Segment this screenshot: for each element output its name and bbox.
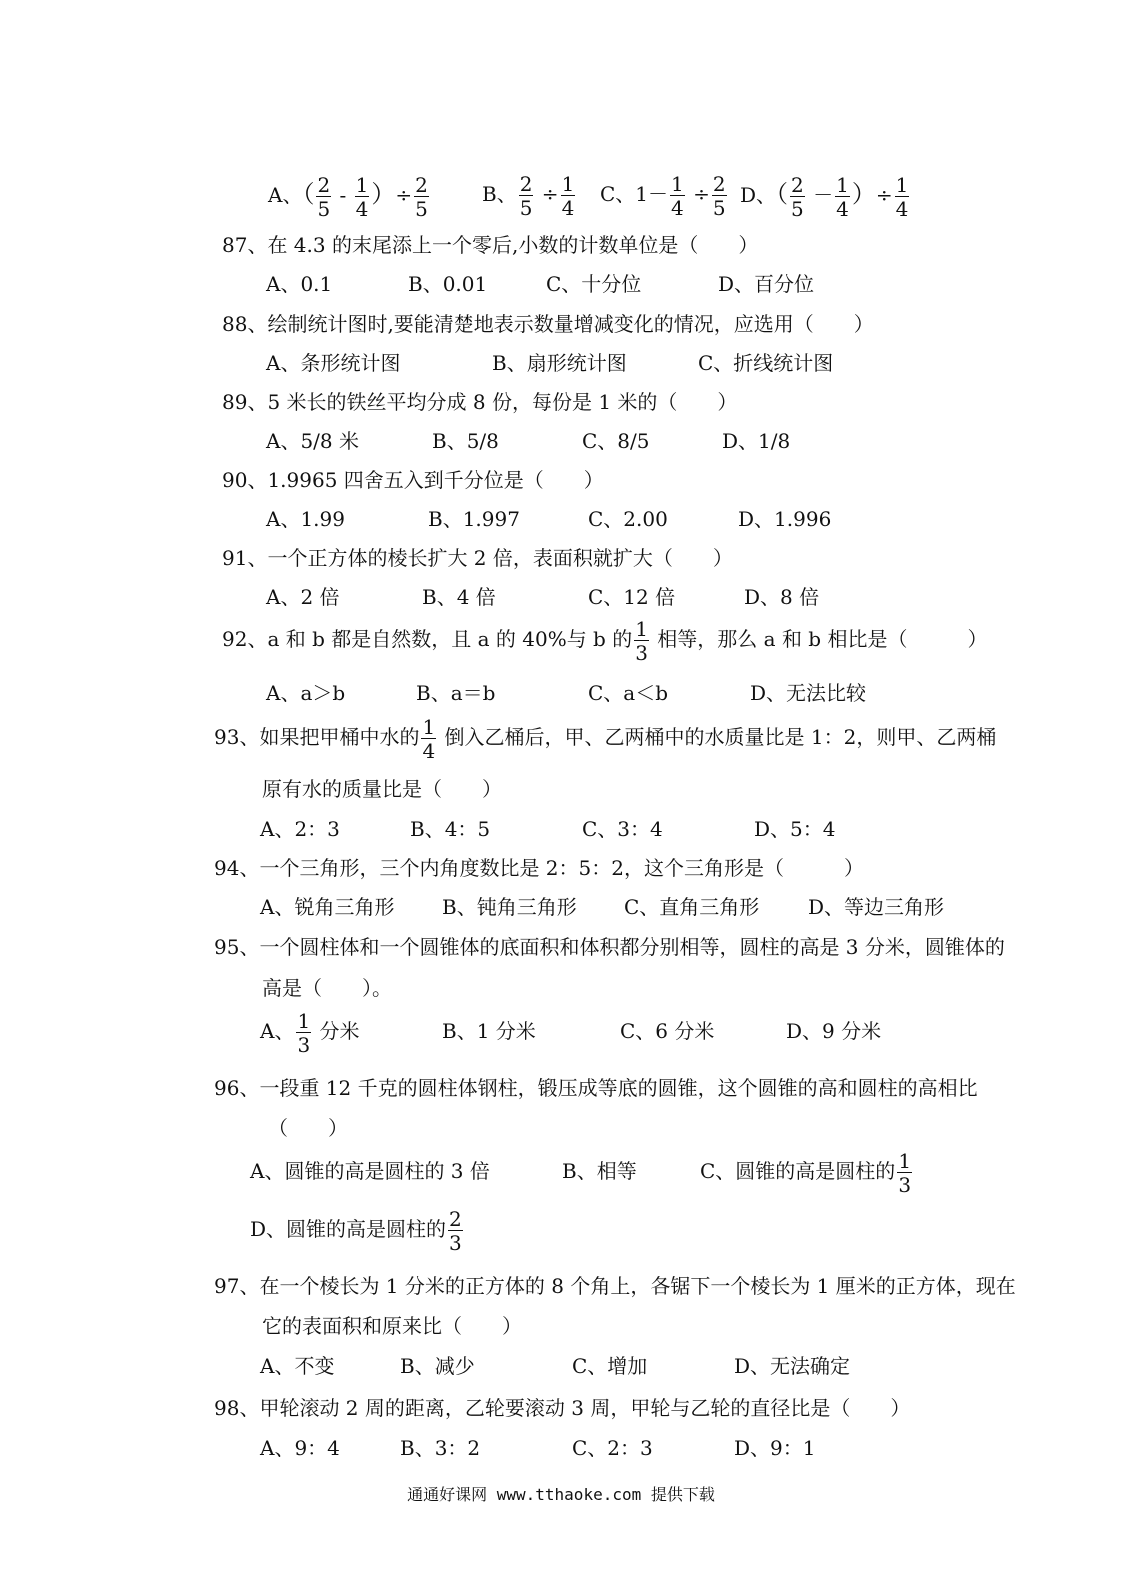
q97-option-a: A、不变	[260, 1354, 335, 1378]
q88-option-c: C、折线统计图	[698, 351, 834, 375]
page-footer: 通通好课网 www.tthaoke.com 提供下载	[407, 1485, 715, 1504]
q95-option-a: A、 $\frac{1}{3}$ 分米	[260, 1008, 360, 1057]
q97-question-line2: 它的表面积和原来比（ ）	[262, 1314, 522, 1338]
q96-question-line2: （ ）	[268, 1116, 348, 1140]
q92-option-b: B、a＝b	[416, 681, 496, 705]
q89-option-c: C、8/5	[582, 429, 650, 453]
q92-fraction: $\frac{1}{3}$	[635, 616, 648, 665]
q97-option-c: C、增加	[572, 1354, 648, 1378]
q90-option-d: D、1.996	[738, 507, 832, 531]
q92-option-c: C、a＜b	[588, 681, 669, 705]
q90-question: 90、1.9965 四舍五入到千分位是（ ）	[222, 468, 604, 492]
q98-option-a: A、9：4	[260, 1436, 340, 1460]
q94-option-c: C、直角三角形	[624, 895, 760, 919]
q94-option-a: A、锐角三角形	[260, 895, 395, 919]
q87-option-c: C、十分位	[546, 272, 642, 296]
q91-question: 91、一个正方体的棱长扩大 2 倍，表面积就扩大（ ）	[222, 546, 733, 570]
q89-option-b: B、5/8	[432, 429, 499, 453]
q88-question: 88、绘制统计图时,要能清楚地表示数量增减变化的情况，应选用（ ）	[222, 312, 874, 336]
q93-fraction: $\frac{1}{4}$	[422, 714, 436, 763]
q96-option-d-fraction: $\frac{2}{3}$	[449, 1206, 462, 1255]
q88-option-b: B、扇形统计图	[492, 351, 627, 375]
q89-option-a: A、5/8 米	[266, 429, 359, 453]
q94-question: 94、一个三角形，三个内角度数比是 2：5：2，这个三角形是（ ）	[214, 856, 864, 880]
q87-question: 87、在 4.3 的末尾添上一个零后,小数的计数单位是（ ）	[222, 233, 759, 257]
q98-option-d: D、9：1	[734, 1436, 816, 1460]
q91-option-d: D、8 倍	[744, 585, 820, 609]
q86-option-a: A、（ $\frac{2}{5}$ - $\frac{1}{4}$ ）÷ $\frac{2}{5}$	[268, 172, 428, 221]
q93-option-d: D、5：4	[754, 817, 836, 841]
q94-option-d: D、等边三角形	[808, 895, 945, 919]
q87-option-a: A、0.1	[266, 272, 333, 296]
q96-option-b: B、相等	[562, 1159, 637, 1183]
q86-option-c: C、1－ $\frac{1}{4}$ ÷ $\frac{2}{5}$	[600, 171, 726, 220]
q98-option-b: B、3：2	[400, 1436, 481, 1460]
q92-option-a: A、a＞b	[266, 681, 346, 705]
q91-option-b: B、4 倍	[422, 585, 496, 609]
q90-option-c: C、2.00	[588, 507, 668, 531]
q96-option-c-fraction: $\frac{1}{3}$	[898, 1148, 912, 1197]
q93-option-c: C、3：4	[582, 817, 663, 841]
q95-option-b: B、1 分米	[442, 1019, 536, 1043]
q95-option-a-fraction: $\frac{1}{3}$	[297, 1008, 311, 1057]
q91-option-c: C、12 倍	[588, 585, 676, 609]
q97-option-d: D、无法确定	[734, 1354, 851, 1378]
q97-question: 97、在一个棱长为 1 分米的正方体的 8 个角上，各锯下一个棱长为 1 厘米的正方体，现在	[214, 1274, 1016, 1298]
q96-option-c: C、圆锥的高是圆柱的 $\frac{1}{3}$	[700, 1148, 912, 1197]
q95-question-line2: 高是（ ）。	[262, 976, 392, 1000]
q92-option-d: D、无法比较	[750, 681, 867, 705]
q90-option-a: A、1.99	[266, 507, 345, 531]
q86-option-d: D、（ $\frac{2}{5}$ － $\frac{1}{4}$ ）÷ $\frac{1}{4}$	[740, 172, 909, 221]
q89-option-d: D、1/8	[722, 429, 791, 453]
q91-option-a: A、2 倍	[266, 585, 340, 609]
q94-option-b: B、钝角三角形	[442, 895, 577, 919]
q87-option-b: B、0.01	[408, 272, 488, 296]
q89-question: 89、5 米长的铁丝平均分成 8 份，每份是 1 米的（ ）	[222, 390, 738, 414]
q96-option-d: D、圆锥的高是圆柱的 $\frac{2}{3}$	[250, 1206, 462, 1255]
q92-question: 92、a 和 b 都是自然数，且 a 的 40%与 b 的 $\frac{1}{3}$ 相等，那么 a 和 b 相比是（ ）	[222, 616, 988, 665]
q93-option-b: B、4：5	[410, 817, 491, 841]
q86-option-b: B、 $\frac{2}{5}$ ÷ $\frac{1}{4}$	[482, 171, 575, 220]
q95-option-c: C、6 分米	[620, 1019, 715, 1043]
q93-question-line2: 原有水的质量比是（ ）	[262, 777, 502, 801]
q87-option-d: D、百分位	[718, 272, 815, 296]
q93-option-a: A、2：3	[260, 817, 340, 841]
q97-option-b: B、减少	[400, 1354, 475, 1378]
q88-option-a: A、条形统计图	[266, 351, 401, 375]
q95-option-d: D、9 分米	[786, 1019, 882, 1043]
q96-question: 96、一段重 12 千克的圆柱体钢柱，锻压成等底的圆锥，这个圆锥的高和圆柱的高相比	[214, 1076, 978, 1100]
q98-question: 98、甲轮滚动 2 周的距离，乙轮要滚动 3 周，甲轮与乙轮的直径比是（ ）	[214, 1396, 911, 1420]
q90-option-b: B、1.997	[428, 507, 520, 531]
q93-question: 93、如果把甲桶中水的 $\frac{1}{4}$ 倒入乙桶后，甲、乙两桶中的水质量比是 1：2，则甲、乙两桶	[214, 714, 997, 763]
q96-option-a: A、圆锥的高是圆柱的 3 倍	[250, 1159, 490, 1183]
q98-option-c: C、2：3	[572, 1436, 653, 1460]
q95-question: 95、一个圆柱体和一个圆锥体的底面积和体积都分别相等，圆柱的高是 3 分米，圆锥体的	[214, 935, 1005, 959]
